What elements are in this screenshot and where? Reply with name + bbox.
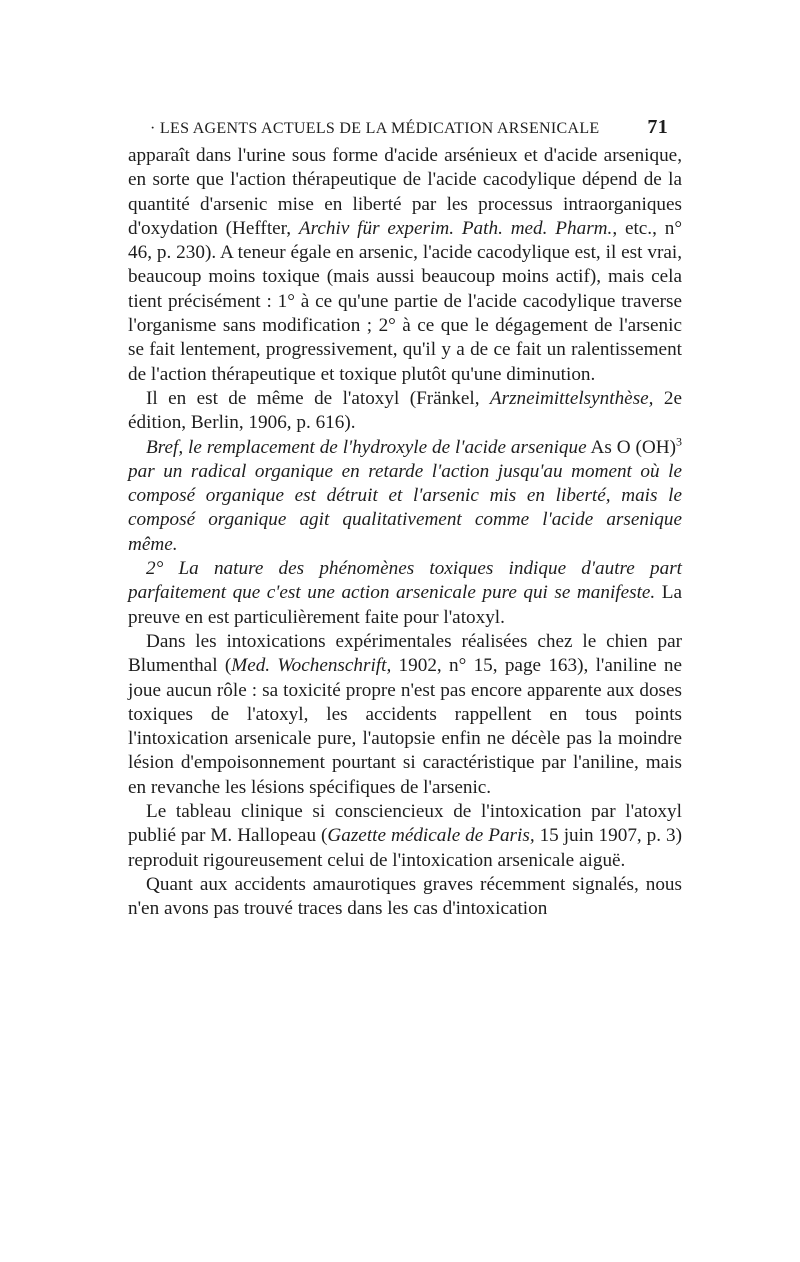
p3-formula: As O (OH) bbox=[590, 436, 676, 458]
paragraph-1 bbox=[128, 144, 682, 387]
page-number: 71 bbox=[647, 116, 668, 138]
p5-citation: Med. Wochenschrift, bbox=[231, 655, 392, 677]
p1-text-a: apparaît dans l'urine sous forme d'acide arsénieux et d'acide arsenique, en sorte que l'action thérapeutique de l'acide cacodylique dépend de la quantité d'arsenic mise en liberté par les processus intraorganiques d'oxydation (Heffter, bbox=[128, 145, 682, 239]
paragraph-3 bbox=[128, 436, 682, 557]
paragraph-5 bbox=[128, 630, 682, 800]
paragraph-4 bbox=[128, 557, 682, 630]
p2-text-a: Il en est de même de l'atoxyl (Fränkel, bbox=[146, 387, 490, 409]
paragraph-7 bbox=[128, 873, 682, 922]
p3-text-c: par un radical organique en retarde l'action jusqu'au moment où le composé organique est détruit et l'arsenic mis en liberté, mais le composé organique agit qualitativement comme l'acide arsenique même. bbox=[128, 460, 682, 555]
body-text bbox=[128, 144, 682, 922]
p5-text-c: 1902, n° 15, page 163), l'aniline ne joue aucun rôle : sa toxicité propre n'est pas encore apparente aux doses toxiques de l'atoxyl, les accidents rappellent en tous points l'intoxication arsenicale pure, l'autopsie enfin ne décèle pas la moindre lésion d'empoisonnement pourtant si caractéristique par l'aniline, mais en revanche les lésions spécifiques de l'arsenic. bbox=[128, 655, 682, 798]
paragraph-2 bbox=[128, 387, 682, 436]
header-title: · LES AGENTS ACTUELS DE LA MÉDICATION ARSENICALE bbox=[150, 120, 600, 137]
p1-citation: Archiv für experim. Path. med. Pharm. bbox=[298, 217, 613, 239]
running-header bbox=[150, 116, 668, 139]
p3-formula-sup: 3 bbox=[675, 434, 682, 449]
p6-citation: Gazette médicale de Paris, bbox=[327, 825, 535, 847]
p6-text-a: Le tableau clinique si consciencieux de l'intoxication par l'atoxyl publié par M. Hallopeau ( bbox=[128, 801, 682, 847]
p4-text-b: La preuve en est particulièrement faite pour l'atoxyl. bbox=[128, 582, 682, 628]
p3-text-a: Bref, le remplacement de l'hydroxyle de l'acide arsenique bbox=[146, 436, 587, 458]
p7-text-a: Quant aux accidents amaurotiques graves récemment signalés, nous n'en avons pas trouvé traces dans les cas d'intoxication bbox=[128, 873, 682, 920]
p6-text-c: 15 juin 1907, p. 3) reproduit rigoureusement celui de l'intoxication arsenicale aiguë. bbox=[128, 825, 682, 871]
p4-text-a: 2° La nature des phénomènes toxiques indique d'autre part parfaitement que c'est une action arsenicale pure qui se manifeste. bbox=[128, 558, 682, 604]
paragraph-6 bbox=[128, 800, 682, 873]
p1-text-c: , etc., n° 46, p. 230). A teneur égale en arsenic, l'acide cacodylique est, il est vrai, beaucoup moins toxique (mais aussi beaucoup moins actif), mais cela tient précisément : 1° à ce qu'une partie de l'acide cacodylique traverse l'organisme sans modification ; 2° à ce que le dégagement de l'arsenic se fait lentement, progressivement, qu'il y a de ce fait un ralentissement de l'action thérapeutique et toxique plutôt qu'une diminution. bbox=[128, 217, 682, 385]
p5-text-a: Dans les intoxications expérimentales réalisées chez le chien par Blumenthal ( bbox=[128, 630, 682, 677]
p2-citation: Arzneimittelsynthèse, bbox=[489, 387, 654, 409]
p2-text-c: 2e édition, Berlin, 1906, p. 616). bbox=[128, 387, 682, 434]
